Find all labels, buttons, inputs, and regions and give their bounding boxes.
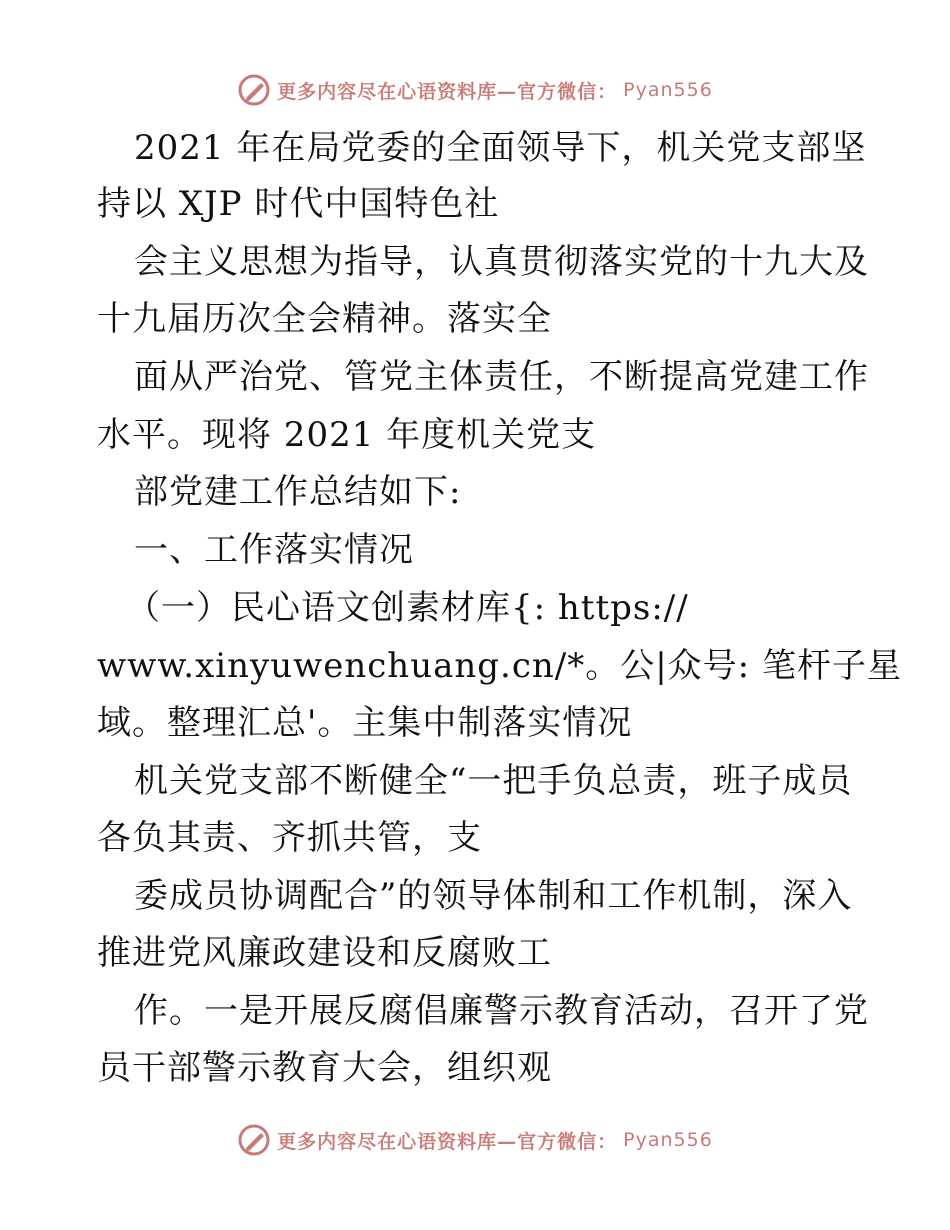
paragraph-line: 会主义思想为指导，认真贯彻落实党的十九大及 [134, 242, 869, 282]
paragraph-line: （一）民心语文创素材库{: https:// [126, 588, 689, 628]
pen-logo-icon [237, 73, 271, 107]
paragraph-line: 机关党支部不断健全“一把手负总责，班子成员 [134, 761, 853, 801]
paragraph-line: www.xinyuwenchuang.cn/*。公|众号: 笔杆子星 [97, 646, 902, 686]
section-heading: 一、工作落实情况 [134, 530, 414, 570]
paragraph-line: 推进党风廉政建设和反腐败工 [97, 933, 552, 973]
watermark-header [0, 70, 950, 110]
paragraph-line: 2021 年在局党委的全面领导下，机关党支部坚 [134, 128, 867, 168]
paragraph-line: 水平。现将 2021 年度机关党支 [97, 415, 597, 455]
paragraph-line: 员干部警示教育大会，组织观 [97, 1048, 552, 1088]
paragraph-line: 面从严治党、管党主体责任，不断提高党建工作 [134, 357, 869, 397]
paragraph-line: 持以 XJP 时代中国特色社 [97, 184, 500, 224]
watermark-wechat-id: Pyan556 [623, 1129, 713, 1151]
paragraph-line: 部党建工作总结如下: [134, 472, 462, 512]
paragraph-line: 委成员协调配合”的领导体制和工作机制，深入 [134, 876, 853, 916]
paragraph-line: 域。整理汇总'。主集中制落实情况 [97, 703, 633, 743]
pen-logo-icon [237, 1123, 271, 1157]
watermark-text: 更多内容尽在心语资料库—官方微信： [277, 80, 618, 103]
watermark-text: 更多内容尽在心语资料库—官方微信： [277, 1130, 618, 1153]
watermark-footer [0, 1120, 950, 1160]
paragraph-line: 作。一是开展反腐倡廉警示教育活动，召开了党 [134, 991, 869, 1031]
paragraph-line: 各负其责、齐抓共管，支 [97, 818, 482, 858]
paragraph-line: 十九届历次全会精神。落实全 [97, 299, 552, 339]
watermark-wechat-id: Pyan556 [623, 79, 713, 101]
